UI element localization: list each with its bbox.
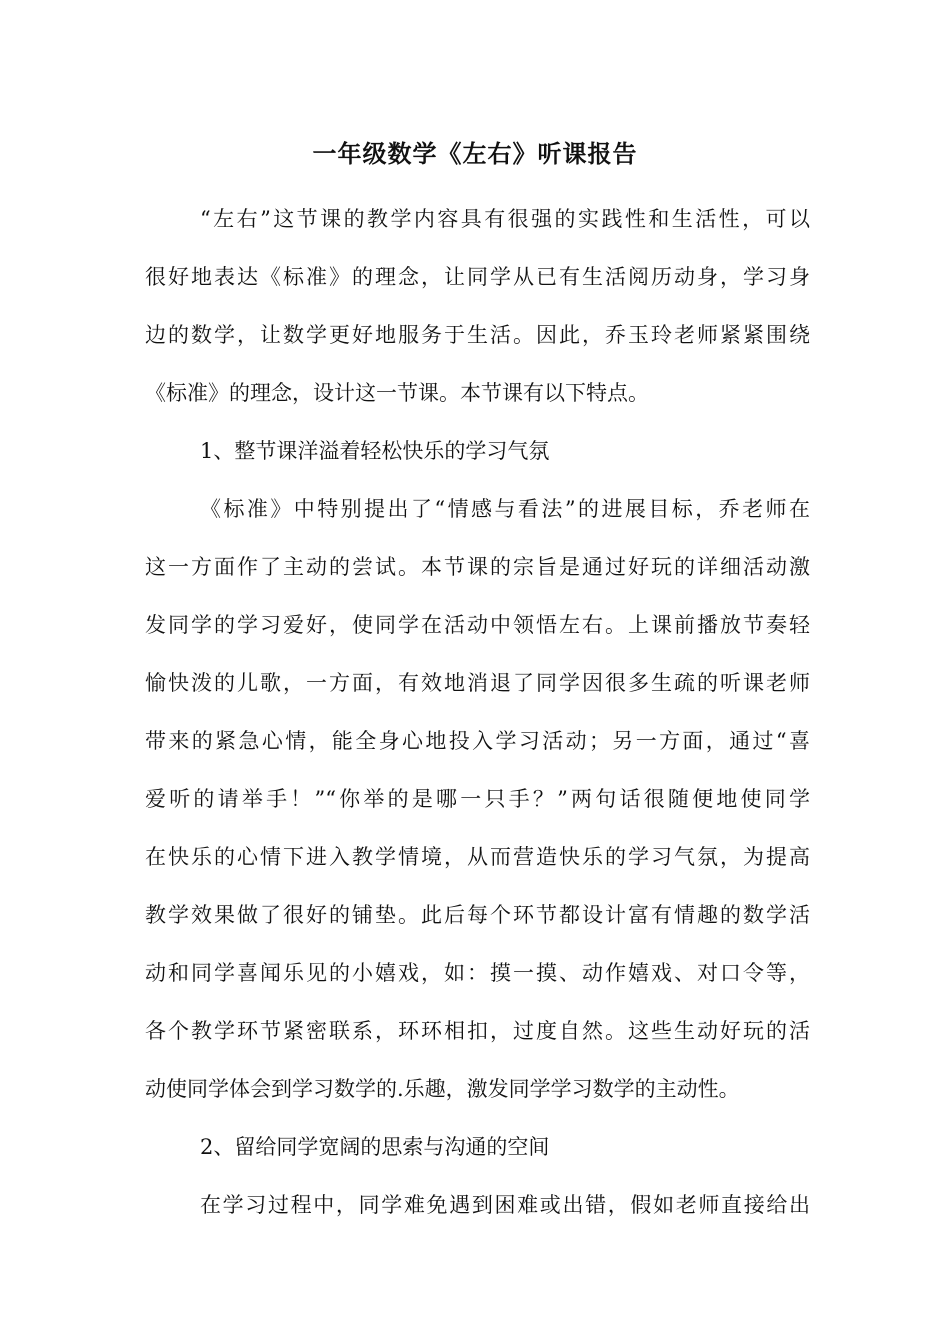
paragraph-line: 发同学的学习爱好，使同学在活动中领悟左右。上课前播放节奏轻 [145, 613, 810, 637]
document-title: 一年级数学《左右》听课报告 [312, 139, 638, 168]
section-heading: 2、留给同学宽阔的思索与沟通的空间 [200, 1135, 550, 1159]
paragraph-line: 教学效果做了很好的铺垫。此后每个环节都设计富有情趣的数学活 [145, 903, 810, 927]
paragraph-line: 愉快泼的儿歌，一方面，有效地消退了同学因很多生疏的听课老师 [145, 671, 810, 695]
paragraph-line: 各个教学环节紧密联系，环环相扣，过度自然。这些生动好玩的活 [145, 1019, 810, 1043]
paragraph-line: 带来的紧急心情，能全身心地投入学习活动；另一方面，通过“喜 [145, 729, 810, 753]
paragraph-line: 《标准》中特别提出了“情感与看法”的进展目标，乔老师在 [200, 497, 810, 521]
paragraph-line: 边的数学，让数学更好地服务于生活。因此，乔玉玲老师紧紧围绕 [145, 323, 810, 347]
paragraph-line: 在学习过程中，同学难免遇到困难或出错，假如老师直接给出 [200, 1193, 810, 1217]
paragraph-line: 动和同学喜闻乐见的小嬉戏，如：摸一摸、动作嬉戏、对口令等， [145, 961, 810, 985]
paragraph-line: “左右”这节课的教学内容具有很强的实践性和生活性，可以 [200, 207, 810, 231]
paragraph-line: 《标准》的理念，设计这一节课。本节课有以下特点。 [145, 381, 649, 405]
paragraph-line: 爱听的请举手！”“你举的是哪一只手？”两句话很随便地使同学 [145, 787, 810, 811]
section-heading: 1、整节课洋溢着轻松快乐的学习气氛 [200, 439, 550, 463]
paragraph-line: 动使同学体会到学习数学的.乐趣，激发同学学习数学的主动性。 [145, 1077, 740, 1101]
paragraph-line: 在快乐的心情下进入教学情境，从而营造快乐的学习气氛，为提高 [145, 845, 810, 869]
paragraph-line: 这一方面作了主动的尝试。本节课的宗旨是通过好玩的详细活动激 [145, 555, 810, 579]
paragraph-line: 很好地表达《标准》的理念，让同学从已有生活阅历动身，学习身 [145, 265, 810, 289]
